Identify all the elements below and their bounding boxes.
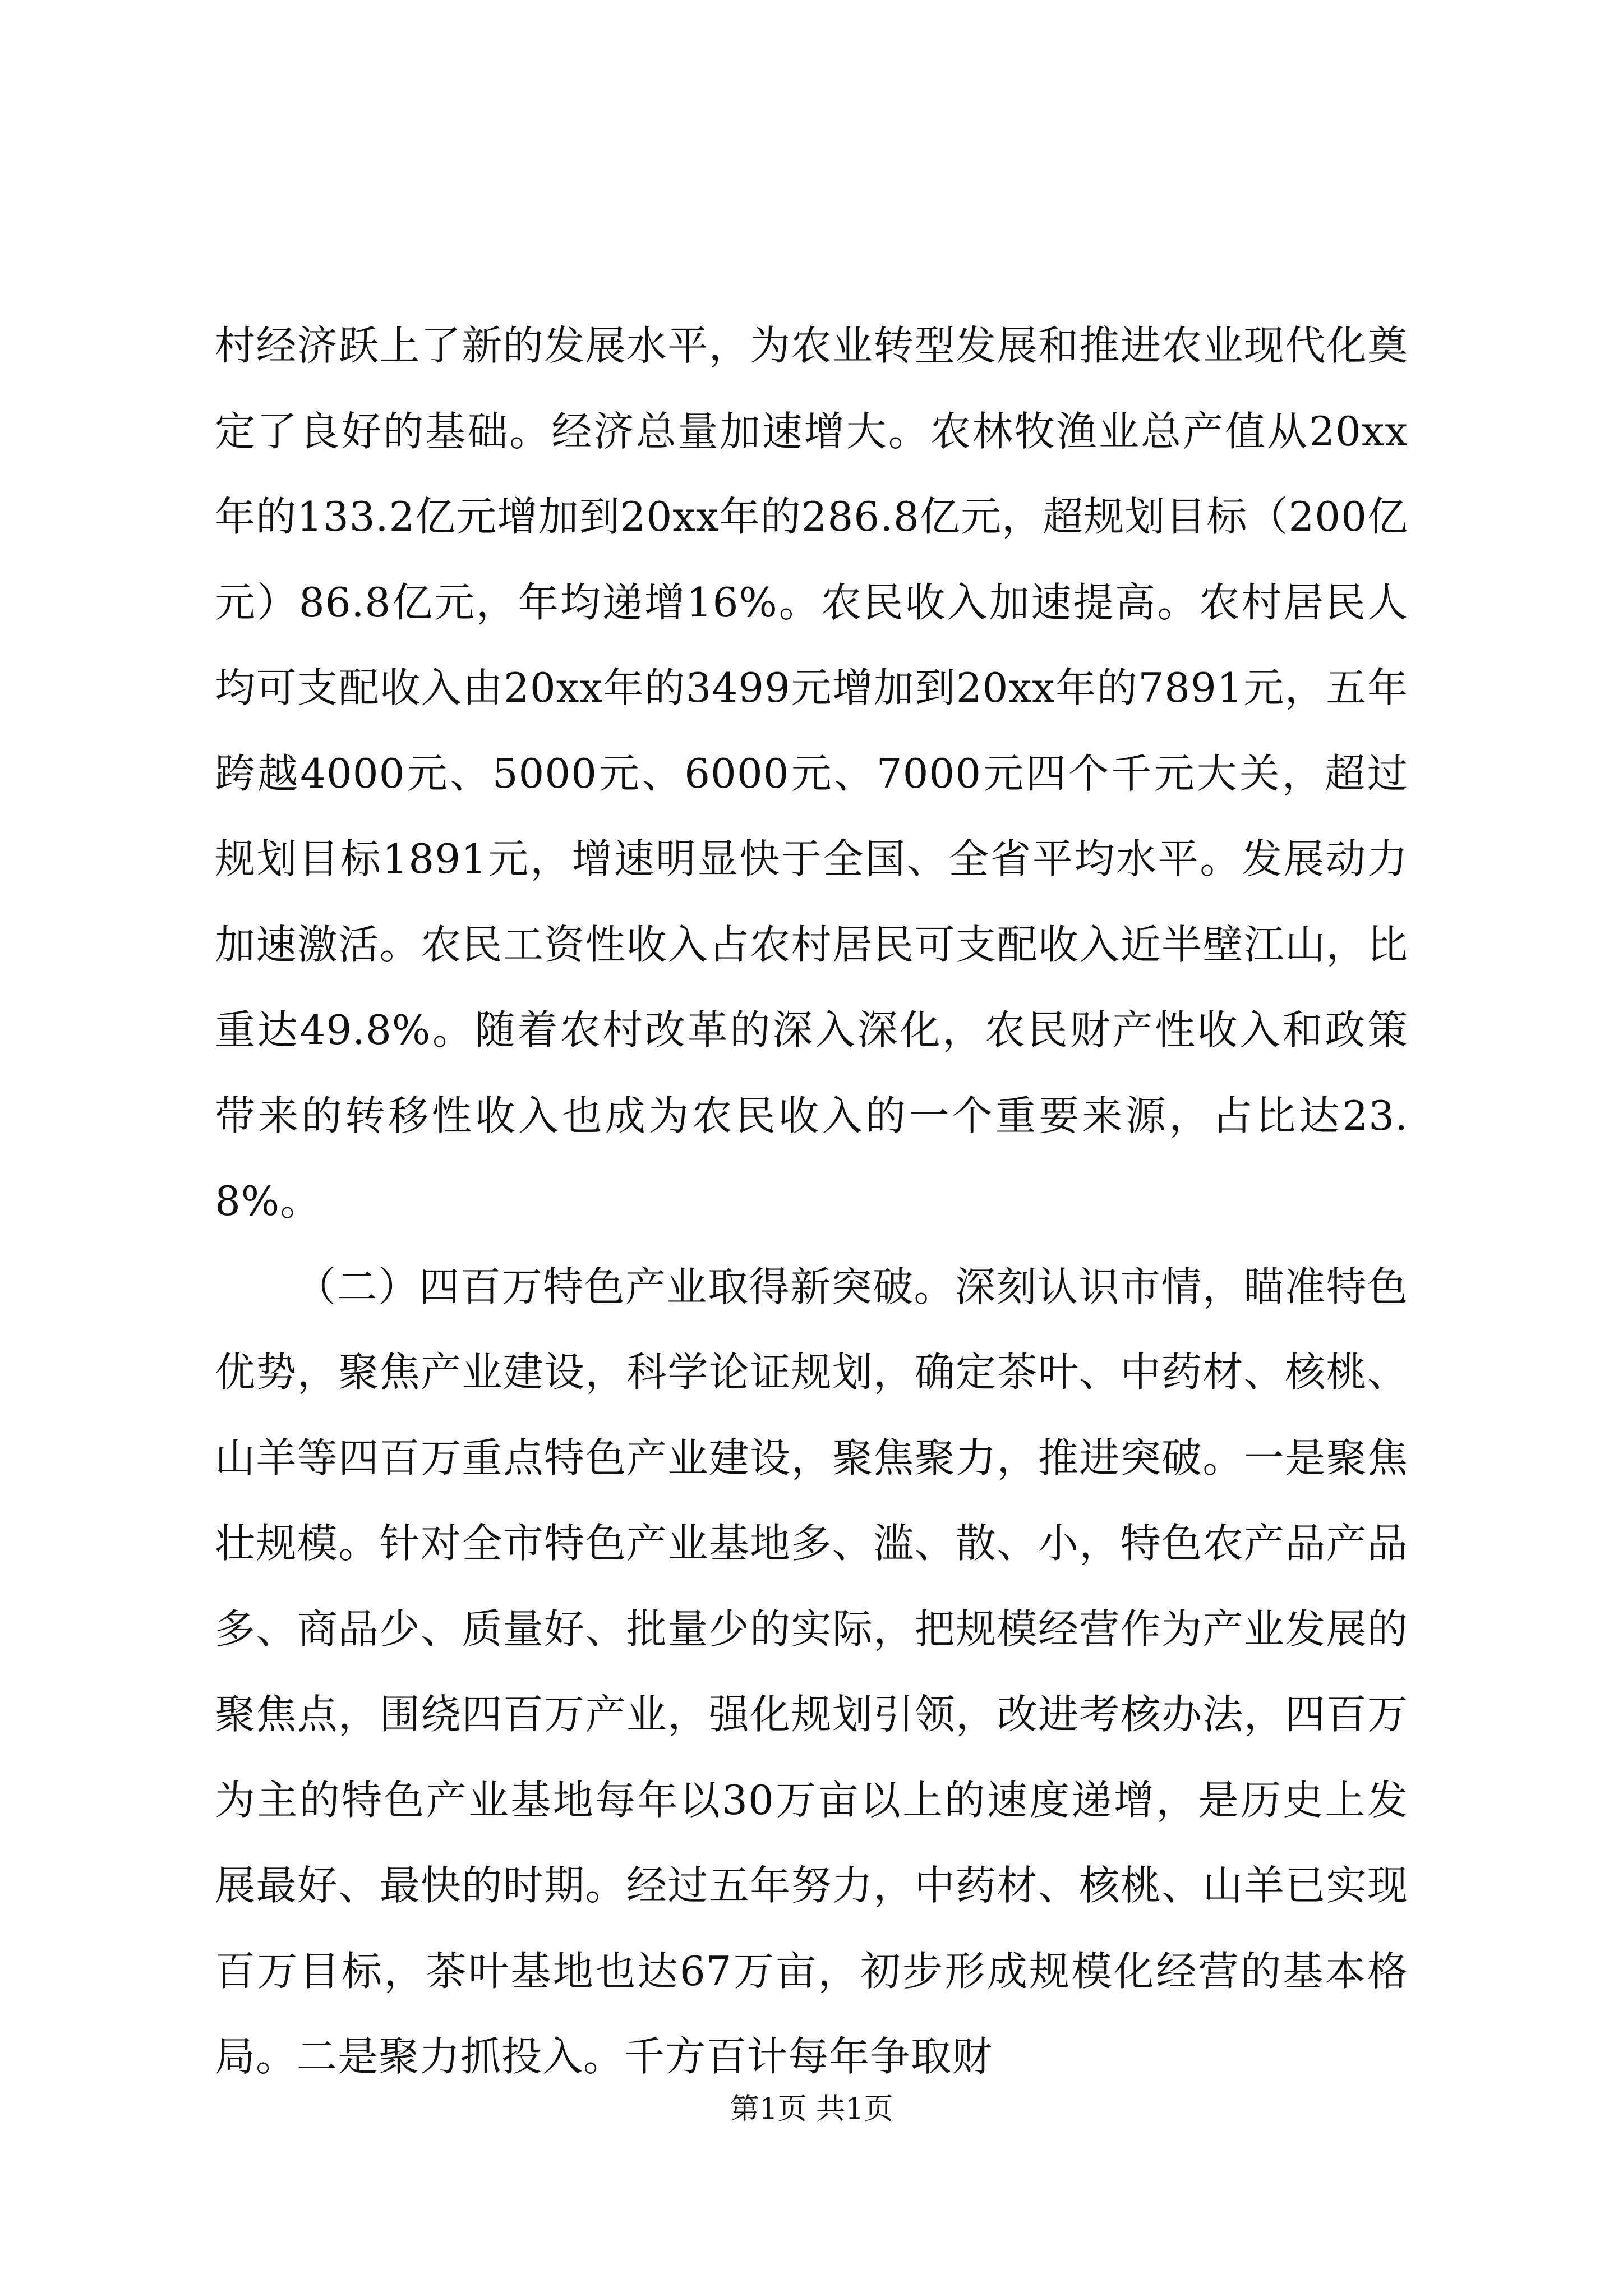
paragraph-2: （二）四百万特色产业取得新突破。深刻认识市情，瞄准特色优势，聚焦产业建设，科学论证规划，确定茶叶、中药材、核桃、山羊等四百万重点特色产业建设，聚焦聚力，推进突破。一是聚焦壮规模。针对全市特色产业基地多、滥、散、小，特色农产品产品多、商品少、质量好、批量少的实际，把规模经营作为产业发展的聚焦点，围绕四百万产业，强化规划引领，改进考核办法，四百万为主的特色产业基地每年以30万亩以上的速度递增，是历史上发展最好、最快的时期。经过五年努力，中药材、核桃、山羊已实现百万目标，茶叶基地也达67万亩，初步形成规模化经营的基本格局。二是聚力抓投入。千方百计每年争取财: [215, 1263, 1408, 2080]
paragraph-1: 村经济跃上了新的发展水平，为农业转型发展和推进农业现代化奠定了良好的基础。经济总量加速增大。农林牧渔业总产值从20xx年的133.2亿元增加到20xx年的286.8亿元，超规划目标（200亿元）86.8亿元，年均递增16%。农民收入加速提高。农村居民人均可支配收入由20xx年的3499元增加到20xx年的7891元，五年跨越4000元、5000元、6000元、7000元四个千元大关，超过规划目标1891元，增速明显快于全国、全省平均水平。发展动力加速激活。农民工资性收入占农村居民可支配收入近半壁江山，比重达49.8%。随着农村改革的深入深化，农民财产性收入和政策带来的转移性收入也成为农民收入的一个重要来源，占比达23.8%。: [215, 322, 1408, 1225]
document-body: [215, 303, 1408, 2100]
page-footer: 第1页 共1页: [730, 2092, 893, 2126]
